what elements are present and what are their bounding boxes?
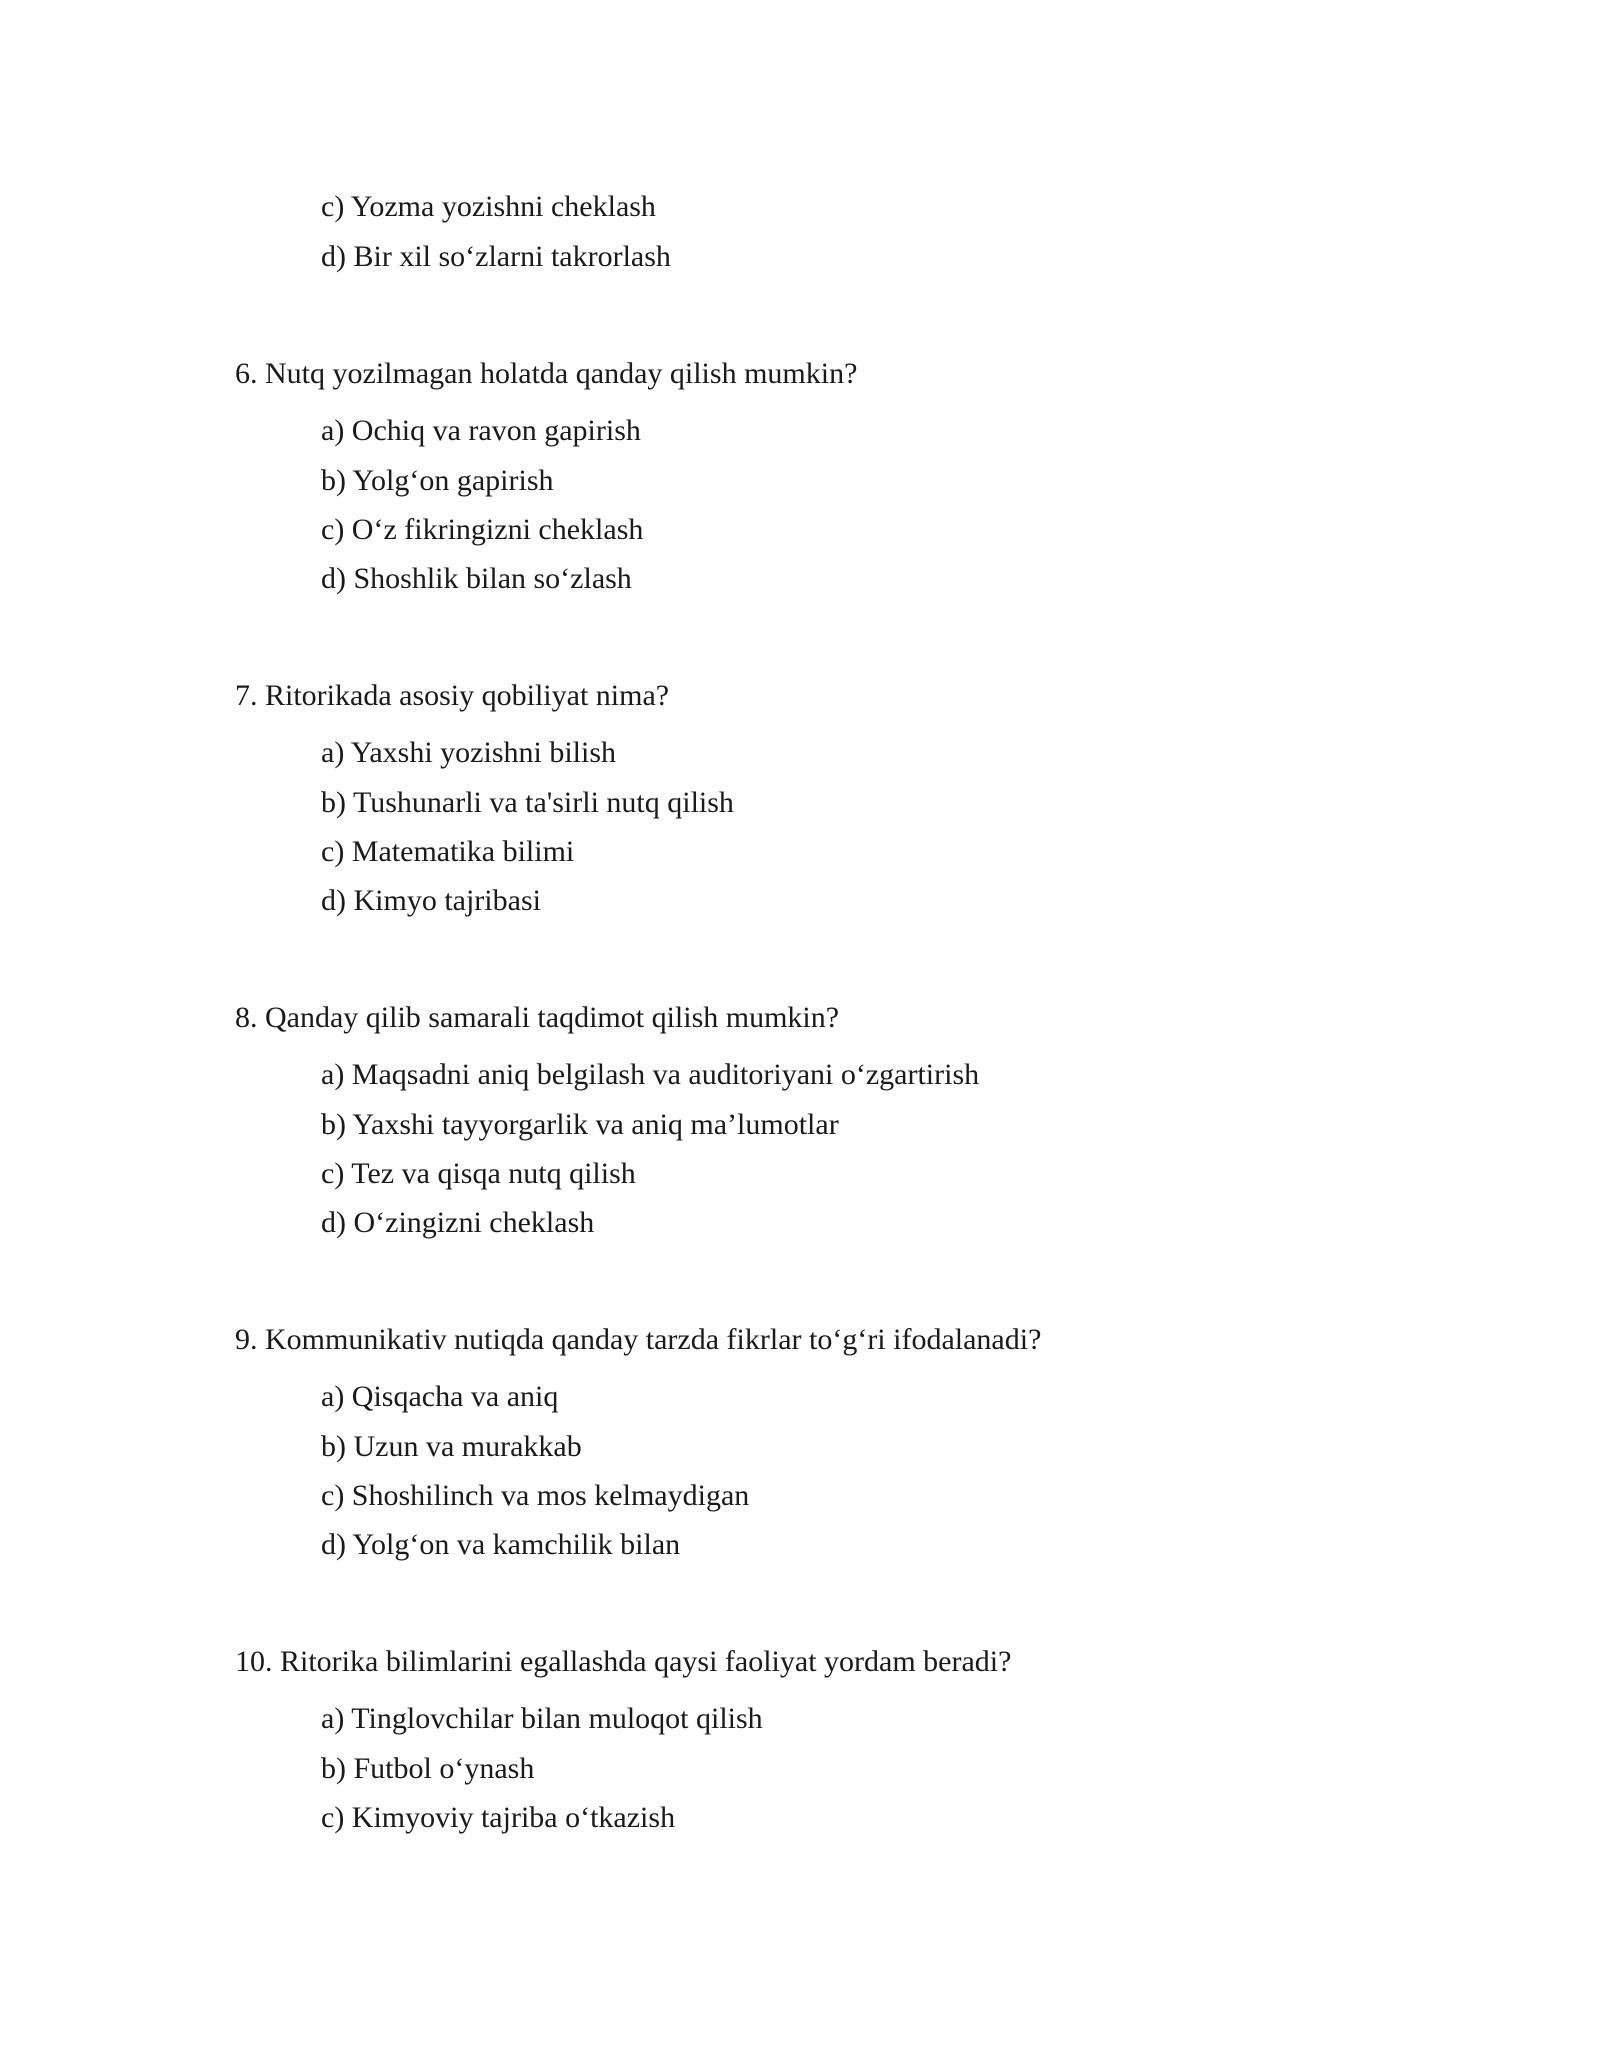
question-6: 6. Nutq yozilmagan holatda qanday qilish mumkin? [235,357,858,390]
option-8a: a) Maqsadni aniq belgilash va auditoriyani o‘zgartirish [321,1058,980,1091]
option-7a: a) Yaxshi yozishni bilish [321,736,617,769]
option-8b: b) Yaxshi tayyorgarlik va aniq ma’lumotlar [321,1108,839,1141]
option-10a: a) Tinglovchilar bilan muloqot qilish [321,1702,763,1735]
question-10: 10. Ritorika bilimlarini egallashda qaysi faoliyat yordam beradi? [235,1645,1012,1678]
option-10b: b) Futbol o‘ynash [321,1752,535,1785]
question-8: 8. Qanday qilib samarali taqdimot qilish mumkin? [235,1001,840,1034]
option-10c: c) Kimyoviy tajriba o‘tkazish [321,1801,676,1834]
option-9a: a) Qisqacha va aniq [321,1380,559,1413]
option-6c: c) O‘z fikringizni cheklash [321,513,644,546]
option-6b: b) Yolg‘on gapirish [321,464,554,497]
question-7: 7. Ritorikada asosiy qobiliyat nima? [235,679,670,712]
option-9d: d) Yolg‘on va kamchilik bilan [321,1528,681,1561]
option-9b: b) Uzun va murakkab [321,1430,582,1463]
option-7c: c) Matematika bilimi [321,835,575,868]
option-5c: c) Yozma yozishni cheklash [321,190,656,223]
option-5d: d) Bir xil so‘zlarni takrorlash [321,240,671,273]
option-6d: d) Shoshlik bilan so‘zlash [321,562,632,595]
question-9: 9. Kommunikativ nutiqda qanday tarzda fikrlar to‘g‘ri ifodalanadi? [235,1323,1042,1356]
option-9c: c) Shoshilinch va mos kelmaydigan [321,1479,750,1512]
option-8c: c) Tez va qisqa nutq qilish [321,1157,636,1190]
option-8d: d) O‘zingizni cheklash [321,1206,595,1239]
option-7d: d) Kimyo tajribasi [321,884,541,917]
option-6a: a) Ochiq va ravon gapirish [321,414,641,447]
option-7b: b) Tushunarli va ta'sirli nutq qilish [321,786,734,819]
